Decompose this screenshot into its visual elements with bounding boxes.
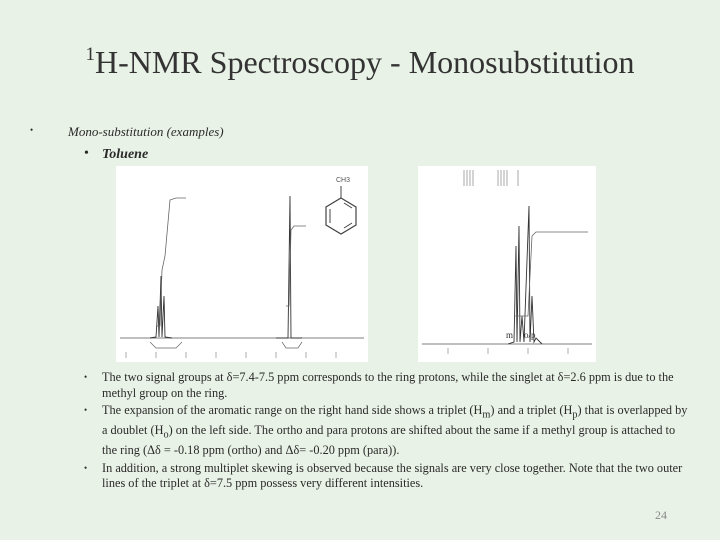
page-number: 24 xyxy=(655,508,667,522)
explanation-text: The expansion of the aromatic range on the right hand side shows a triplet (H xyxy=(102,403,483,418)
bullet-dot-icon: • xyxy=(84,462,88,473)
bullet-toluene-text: Toluene xyxy=(102,147,149,162)
explanation-text: The two signal groups at δ=7.4-7.5 ppm corresponds to the ring protons, while the singlet at δ=2.6 ppm is due to the methyl group on the ring. xyxy=(102,370,674,400)
peak-listing xyxy=(464,170,518,186)
peak-label-op: o/p xyxy=(524,330,536,340)
explanation-item xyxy=(84,403,690,459)
title-text: H-NMR Spectroscopy - Monosubstitution xyxy=(94,44,635,80)
bullet-dot-icon: • xyxy=(84,372,88,382)
title-superscript: 1 xyxy=(85,44,95,65)
toluene-structure xyxy=(326,177,356,234)
expansion-axis-ticks xyxy=(448,348,568,354)
aromatic-bracket xyxy=(150,342,182,348)
aromatic-integral xyxy=(156,198,186,326)
toluene-full-spectrum xyxy=(116,166,368,362)
aromatic-expansion-plot xyxy=(418,166,596,362)
bullet-dot-icon: • xyxy=(30,125,34,135)
subscript-p: p xyxy=(572,409,578,421)
slide-title xyxy=(0,44,720,81)
explanation-text: In addition, a strong multiplet skewing is observed because the signals are very close together. Note that the two outer lines of the triplet at δ=7.5 ppm possess very different intensities. xyxy=(102,460,683,491)
methyl-singlet-peak xyxy=(276,196,302,338)
methyl-label: CH3 xyxy=(336,177,351,184)
bullet-dot-icon: • xyxy=(84,405,88,416)
explanation-item xyxy=(84,461,690,492)
explanation-item xyxy=(84,370,690,401)
peak-label-m: m xyxy=(506,330,514,340)
toluene-full-spectrum-plot xyxy=(116,166,368,362)
explanation-text: ) on the left side. The ortho and para protons are shifted about the same if a methyl group is attached to the ring (Δδ = -0.18 ppm (ortho) and Δδ= -0.20 ppm (para)). xyxy=(102,423,676,458)
explanation-text: ) and a triplet (H xyxy=(490,403,573,418)
subscript-m: m xyxy=(482,409,491,421)
bullet-mono-substitution-text: Mono-substitution (examples) xyxy=(68,124,224,139)
subscript-o: o xyxy=(163,429,169,441)
bullet-dot-icon: • xyxy=(84,146,89,161)
aromatic-expansion-spectrum xyxy=(418,166,596,362)
explanation-text: ) that is overlapped by a doublet (H xyxy=(102,403,688,438)
axis-ticks xyxy=(126,352,336,358)
aromatic-multiplet xyxy=(508,206,542,344)
methyl-bracket xyxy=(282,342,302,348)
explanation-list xyxy=(84,370,690,494)
